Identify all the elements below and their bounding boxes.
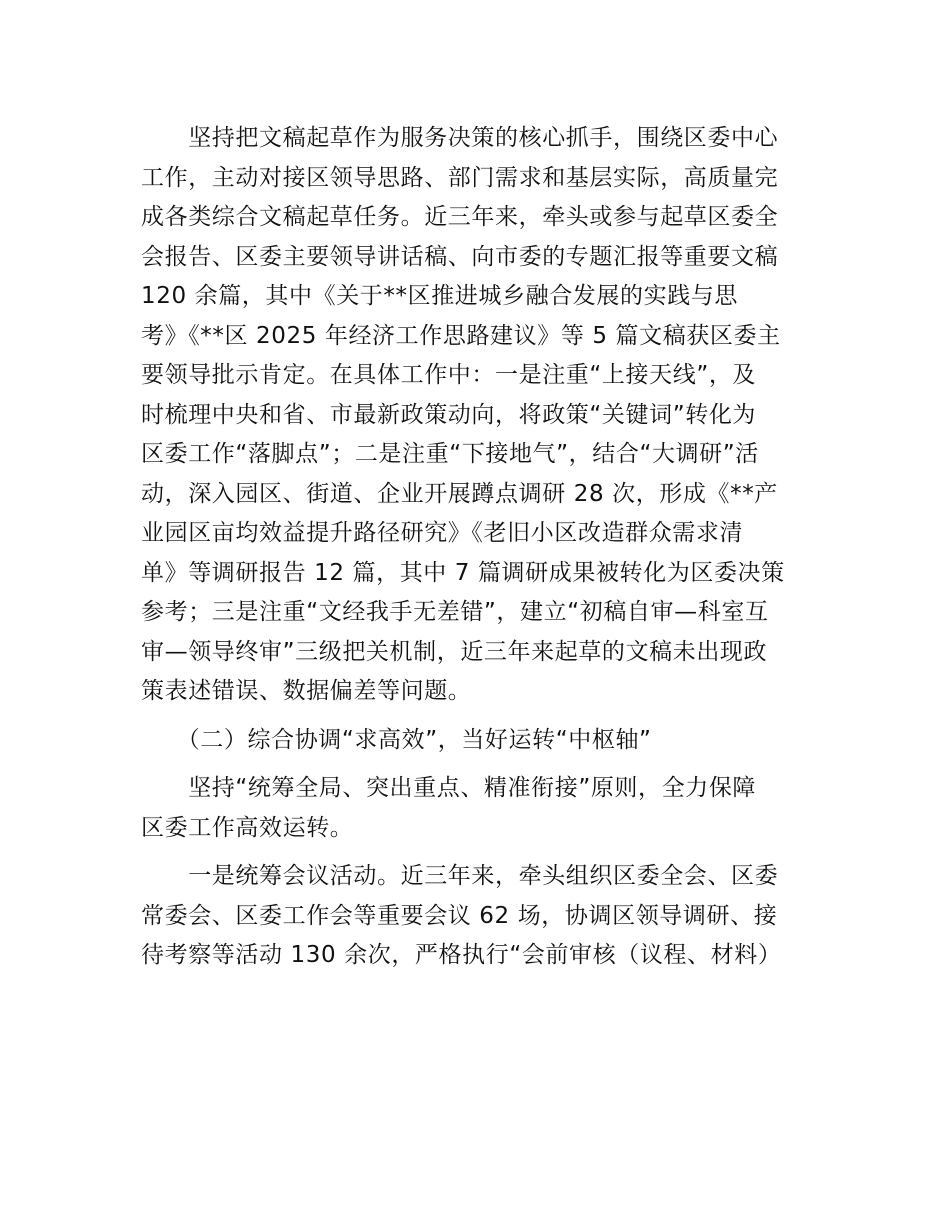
- paragraph-1-line-3: 成各类综合文稿起草任务。近三年来，牵头或参与起草区委全: [141, 204, 779, 230]
- paragraph-1-line-5: 120 余篇，其中《关于**区推进城乡融合发展的实践与思: [141, 283, 739, 309]
- paragraph-1-line-13: 参考；三是注重“文经我手无差错”，建立“初稿自审—科室互: [141, 599, 769, 625]
- paragraph-1-line-9: 区委工作“落脚点”；二是注重“下接地气”，结合“大调研”活: [141, 441, 759, 467]
- section-heading: （二）综合协调“求高效”，当好运转“中枢轴”: [141, 726, 652, 753]
- paragraph-1-line-14: 审—领导终审”三级把关机制，近三年来起草的文稿未出现政: [141, 638, 768, 665]
- paragraph-1-line-1: 坚持把文稿起草作为服务决策的核心抓手，围绕区委中心: [141, 125, 779, 151]
- paragraph-3-line-1: 一是统筹会议活动。近三年来，牵头组织区委全会、区委: [141, 863, 779, 889]
- paragraph-3-line-3: 待考察等活动 130 余次，严格执行“会前审核（议程、材料）: [141, 942, 782, 968]
- paragraph-1-line-15: 策表述错误、数据偏差等问题。: [141, 678, 472, 704]
- paragraph-1-line-6: 考》《**区 2025 年经济工作思路建议》等 5 篇文稿获区委主: [141, 322, 781, 349]
- paragraph-1-line-7: 要领导批示肯定。在具体工作中：一是注重“上接天线”，及: [141, 362, 757, 388]
- paragraph-1-line-11: 业园区亩均效益提升路径研究》《老旧小区改造群众需求清: [141, 520, 744, 546]
- paragraph-gap: [141, 848, 813, 857]
- paragraph-1-line-10: 动，深入园区、街道、企业开展蹲点调研 28 次，形成《**产: [141, 480, 778, 507]
- paragraph-gap: [141, 760, 813, 769]
- document-body: [141, 119, 813, 976]
- paragraph-2-line-1: 坚持“统筹全局、突出重点、精准衔接”原则，全力保障: [141, 775, 757, 801]
- paragraph-1-line-8: 时梳理中央和省、市最新政策动向，将政策“关键词”转化为: [141, 401, 757, 428]
- paragraph-1-line-4: 会报告、区委主要领导讲话稿、向市委的专题汇报等重要文稿: [141, 243, 779, 270]
- paragraph-1-line-12: 单》等调研报告 12 篇，其中 7 篇调研成果被转化为区委决策: [141, 559, 785, 586]
- paragraph-gap: [141, 712, 813, 721]
- paragraph-1-line-2: 工作，主动对接区领导思路、部门需求和基层实际，高质量完: [141, 164, 779, 191]
- paragraph-3-line-2: 常委会、区委工作会等重要会议 62 场，协调区领导调研、接: [141, 902, 778, 929]
- paragraph-2-line-2: 区委工作高效运转。: [141, 814, 354, 841]
